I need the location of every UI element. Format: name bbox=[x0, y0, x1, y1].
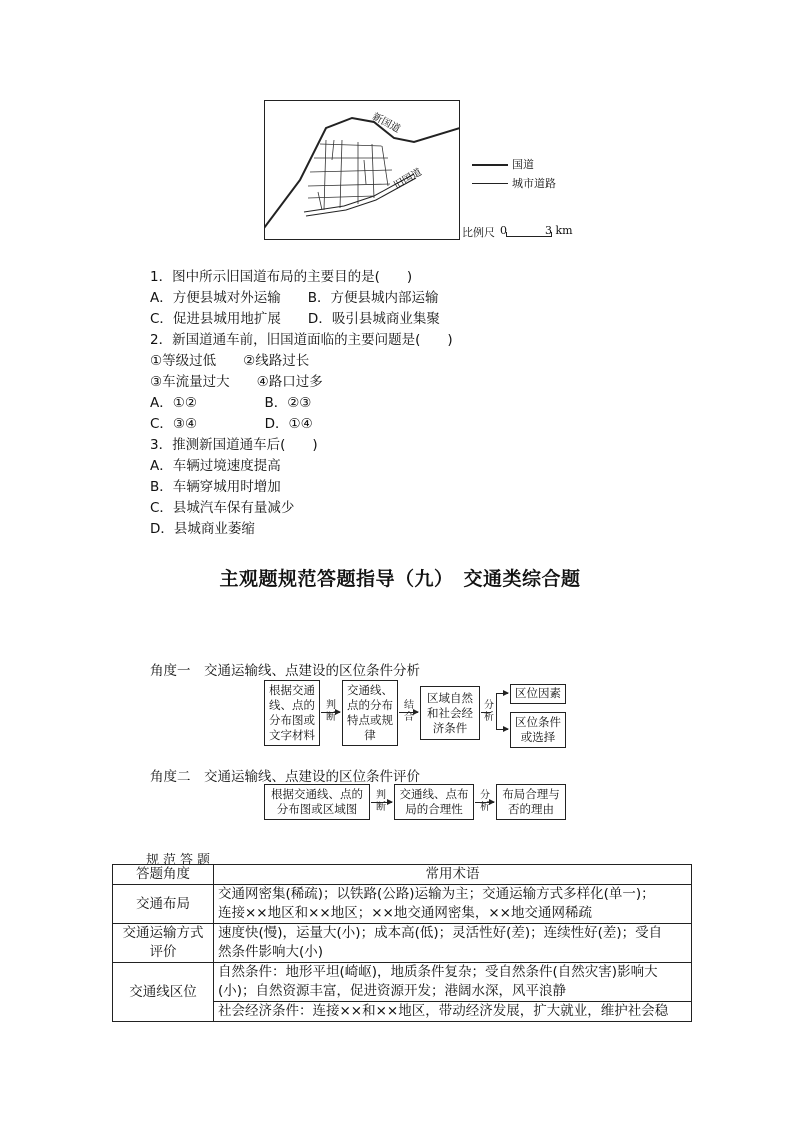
scale-end: 3 km bbox=[545, 224, 573, 237]
row-terms bbox=[214, 885, 692, 924]
row-terms bbox=[214, 924, 692, 963]
table-header-row bbox=[113, 865, 692, 885]
question-2-options-ab: A．①② B．②③ bbox=[150, 395, 312, 411]
row-angle: 交通运输方式评价 bbox=[113, 924, 214, 963]
legend-national-road-line bbox=[472, 164, 508, 166]
row-terms bbox=[214, 1002, 692, 1022]
term-line: 然条件影响大(小) bbox=[218, 944, 324, 960]
map-svg bbox=[264, 100, 460, 240]
angle-1-branch-vertical bbox=[496, 693, 497, 729]
angle-2-arrow-2 bbox=[475, 802, 494, 803]
angle-2-box-source: 根据交通线、点的分布图或区域图 bbox=[264, 784, 370, 820]
term-line: 社会经济条件：连接××和××地区，带动经济发展，扩大就业，维护社会稳 bbox=[218, 1003, 669, 1019]
angle-1-branch-arrow-top bbox=[496, 693, 508, 694]
angle-2-label: 角度二 交通运输线、点建设的区位条件评价 bbox=[150, 769, 420, 785]
row-angle: 交通布局 bbox=[113, 885, 214, 924]
row-terms bbox=[214, 963, 692, 1002]
table-row bbox=[113, 924, 692, 963]
angle-1-branch-stem bbox=[481, 712, 491, 713]
table-row bbox=[113, 963, 692, 1002]
term-line: 交通网密集(稀疏)；以铁路(公路)运输为主；交通运输方式多样化(单一)； bbox=[218, 886, 655, 902]
legend-city-road-line bbox=[472, 183, 508, 184]
county-road-map bbox=[264, 100, 460, 240]
new-road-label: 新国道 bbox=[370, 111, 402, 136]
term-line: 自然条件：地形平坦(崎岖)，地质条件复杂；受自然条件(自然灾害)影响大 bbox=[218, 964, 658, 980]
angle-2-arrow-judge-label: 判断 bbox=[376, 790, 386, 813]
angle-2-arrow-analyze-label: 分析 bbox=[480, 790, 490, 813]
standard-answer-label: 规范答题 bbox=[146, 853, 215, 868]
old-road-label: 旧国道 bbox=[392, 166, 424, 192]
term-line: 速度快(慢)，运量大(小)；成本高(低)；灵活性好(差)；连续性好(差)；受自 bbox=[218, 925, 663, 941]
table-row bbox=[113, 885, 692, 924]
question-3: 3．推测新国道通车后( ) bbox=[150, 437, 318, 453]
question-1-options-ab: A．方便县城对外运输 B．方便县城内部运输 bbox=[150, 290, 439, 306]
question-3-option-b: B．车辆穿城用时增加 bbox=[150, 479, 281, 495]
angle-1-branch-arrow-bottom bbox=[496, 729, 508, 730]
legend-national-road: 国道 bbox=[512, 158, 534, 171]
angle-1-arrow-2 bbox=[399, 712, 418, 713]
term-line: 连接××地区和××地区；××地交通网密集，××地交通网稀疏 bbox=[218, 905, 592, 921]
header-angle: 答题角度 bbox=[113, 865, 214, 885]
question-2-options-cd: C．③④ D．①④ bbox=[150, 416, 313, 432]
scale-label: 比例尺 bbox=[462, 226, 495, 239]
angle-1-box-features: 交通线、点的分布特点或规律 bbox=[342, 680, 398, 746]
question-2: 2．新国道通车前，旧国道面临的主要问题是( ) bbox=[150, 332, 453, 348]
scale-zero: 0 bbox=[500, 224, 507, 237]
angle-1-box-source: 根据交通线、点的分布图或文字材料 bbox=[264, 680, 320, 746]
angle-2-box-reasons: 布局合理与否的理由 bbox=[496, 784, 566, 820]
section-title: 主观题规范答题指导（九） 交通类综合题 bbox=[219, 568, 581, 590]
question-1: 1．图中所示旧国道布局的主要目的是( ) bbox=[150, 269, 413, 285]
question-3-option-d: D．县城商业萎缩 bbox=[150, 521, 255, 537]
question-2-items-12: ①等级过低 ②线路过长 bbox=[150, 353, 310, 369]
question-2-items-34: ③车流量过大 ④路口过多 bbox=[150, 374, 323, 390]
angle-2-arrow-1 bbox=[371, 802, 392, 803]
row-angle: 交通线区位 bbox=[113, 963, 214, 1022]
angle-1-box-factors: 区位因素 bbox=[510, 684, 566, 704]
terms-table bbox=[112, 864, 692, 1022]
header-terms: 常用术语 bbox=[214, 865, 692, 885]
angle-1-box-conditions: 区域自然和社会经济条件 bbox=[420, 686, 480, 740]
angle-1-arrow-judge-label: 判断 bbox=[326, 700, 336, 723]
angle-1-arrow-combine-label: 结合 bbox=[404, 700, 414, 723]
question-3-option-a: A．车辆过境速度提高 bbox=[150, 458, 281, 474]
angle-1-arrow-1 bbox=[321, 712, 340, 713]
angle-1-arrow-analyze-label: 分析 bbox=[484, 700, 494, 723]
legend-city-road: 城市道路 bbox=[512, 177, 556, 190]
question-1-options-cd: C．促进县城用地扩展 D．吸引县城商业集聚 bbox=[150, 311, 440, 327]
angle-1-label: 角度一 交通运输线、点建设的区位条件分析 bbox=[150, 663, 420, 679]
angle-2-box-rationality: 交通线、点布局的合理性 bbox=[394, 784, 474, 820]
question-3-option-c: C．县城汽车保有量减少 bbox=[150, 500, 295, 516]
angle-1-box-choice: 区位条件或选择 bbox=[510, 712, 566, 748]
term-line: (小)；自然资源丰富，促进资源开发；港阔水深，风平浪静 bbox=[218, 983, 567, 999]
